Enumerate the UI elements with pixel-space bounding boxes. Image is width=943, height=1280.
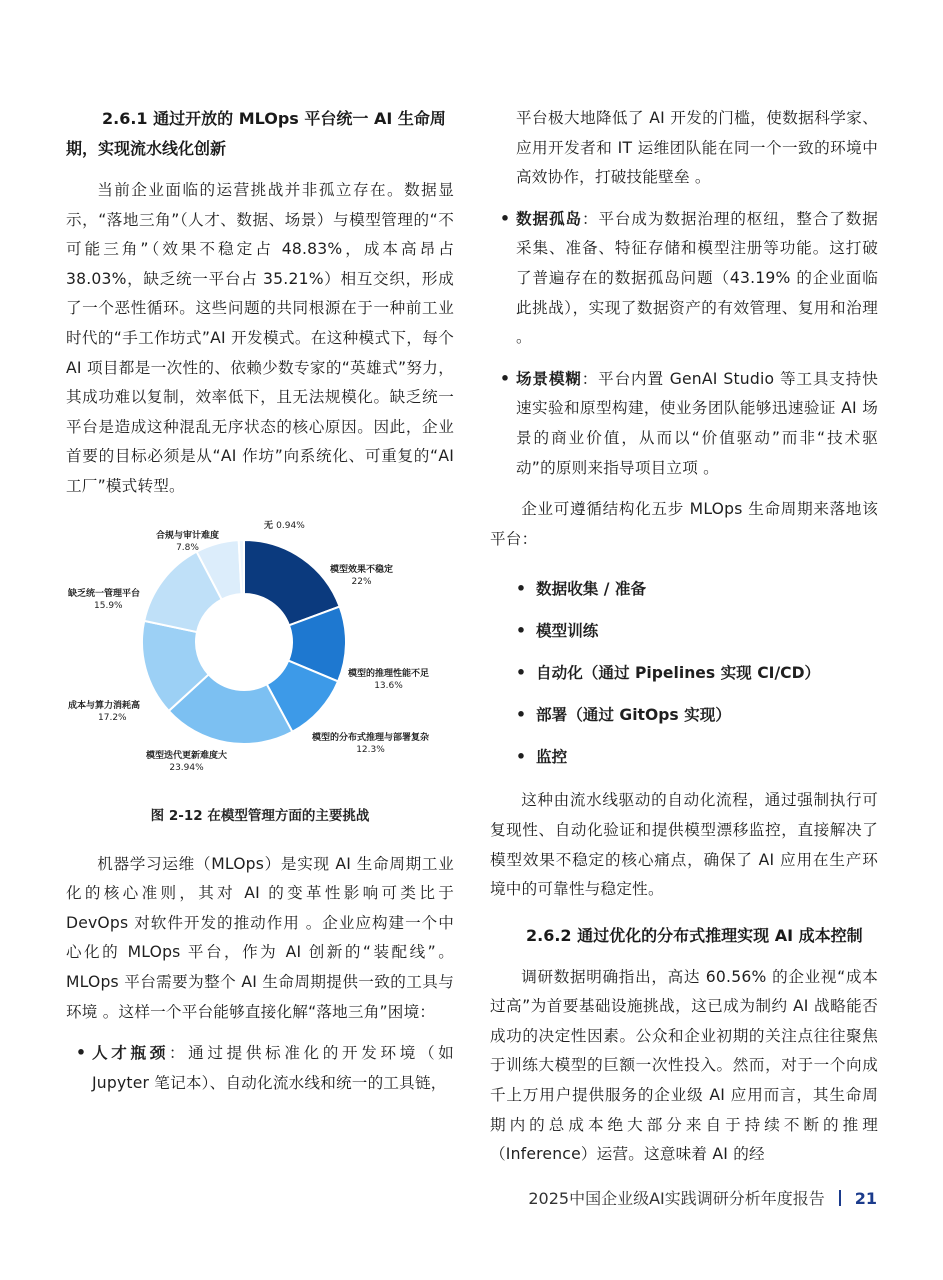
step-item [490, 694, 878, 736]
slice-label-text: 模型效果不稳定 [330, 564, 394, 575]
step-dot: • [516, 748, 526, 767]
slice-label-text: 缺乏统一管理平台 [68, 588, 141, 599]
step-item [490, 610, 878, 652]
bullet-title: 数据孤岛 [516, 209, 582, 228]
chart-label-cost [68, 700, 140, 724]
bullet-dot: • [76, 1044, 87, 1063]
slice-label-text: 成本与算力消耗高 [68, 700, 141, 711]
bullet-talent-bottleneck [66, 1039, 454, 1098]
bullet-text: ：平台成为数据治理的枢纽，整合了数据采集、准备、特征存储和模型注册等功能。这打破了普遍存在的数据孤岛问题（43.19% 的企业面临此挑战），实现了数据资产的有效管理、复用和治理 。 [516, 209, 878, 347]
bullet-title: 人才瓶颈 [92, 1044, 169, 1063]
slice-value-text: 17.2% [98, 712, 127, 723]
slice-value-text: 15.9% [94, 600, 123, 611]
step-dot: • [516, 622, 526, 641]
step-dot: • [516, 664, 526, 683]
step-dot: • [516, 580, 526, 599]
paragraph-cost-control: 调研数据明确指出，高达 60.56% 的企业视“成本过高”为首要基础设施挑战，这已成为制约 AI 战略能否成功的决定性因素。公众和企业初期的关注点往往聚焦于训练大模型的巨额一次性投入。然而，对于一个向成千上万用户提供服务的企业级 AI 应用而言，其生命周期内的总成本绝大部分来自于持续不断的推理（Inference）运营。这意味着 AI 的经 [490, 967, 878, 1164]
step-text: 监控 [536, 748, 568, 767]
slice-label-text: 模型迭代更新难度大 [146, 750, 228, 761]
donut-slices [142, 540, 346, 744]
slice-label-text: 模型的分布式推理与部署复杂 [312, 732, 430, 743]
chart-label-unstable [330, 564, 393, 588]
bullet-vague-scenarios [490, 365, 878, 483]
report-title: 2025中国企业级AI实践调研分析年度报告 [528, 1189, 825, 1208]
slice-value-text: 7.8% [176, 542, 199, 553]
bullet-dot: • [500, 209, 511, 228]
bullet-talent-continued [490, 104, 878, 193]
bullet-text: 平台极大地降低了 AI 开发的门槛，使数据科学家、应用开发者和 IT 运维团队能在同一个一致的环境中高效协作，打破技能壁垒 。 [516, 109, 878, 187]
section-heading-2-6-2: 2.6.2 通过优化的分布式推理实现 AI 成本控制 [526, 925, 863, 945]
chart-label-distributed [312, 732, 429, 756]
figure-caption: 图 2-12 在模型管理方面的主要挑战 [150, 807, 370, 824]
chart-label-compliance [156, 530, 219, 554]
bullet-text: ：平台内置 GenAI Studio 等工具支持快速实验和原型构建，使业务团队能够迅速验证 AI 场景的商业价值，从而以“价值驱动”而非“技术驱动”的原则来指导项目立项 。 [516, 369, 878, 477]
slice-label-text: 合规与审计难度 [156, 530, 220, 541]
paragraph-pipeline-automation: 这种由流水线驱动的自动化流程，通过强制执行可复现性、自动化验证和提供模型漂移监控，直接解决了模型效果不稳定的核心痛点，确保了 AI 应用在生产环境中的可靠性与稳定性。 [490, 791, 878, 899]
step-text: 自动化（通过 Pipelines 实现 CI/CD） [536, 664, 821, 683]
step-item [490, 736, 878, 778]
paragraph-operational-challenges: 当前企业面临的运营挑战并非孤立存在。数据显示，“落地三角”（人才、数据、场景）与模型管理的“不可能三角”（效果不稳定占 48.83%，成本高昂占 38.03%，缺乏统一平台占 35.21%）相互交织，形成了一个恶性循环。这些问题的共同根源在于一种前工业时代的“手工作坊式”AI 开发模式。在这种模式下，每个 AI 项目都是一次性的、依赖少数专家的“英雄式”努力，其成功难以复制，效率低下，且无法规模化。缺乏统一平台是造成这种混乱无序状态的核心原因。因此，企业首要的目标必须是从“AI 作坊”向系统化、可重复的“AI 工厂”模式转型。 [66, 181, 454, 495]
step-item [490, 568, 878, 610]
slice-value-text: 13.6% [374, 680, 403, 691]
mlops-steps-list [490, 568, 878, 778]
left-column [66, 104, 454, 1098]
slice-label-text: 无 [264, 520, 274, 531]
paragraph-mlops: 机器学习运维（MLOps）是实现 AI 生命周期工业化的核心准则，其对 AI 的变革性影响可类比于 DevOps 对软件开发的推动作用 。企业应构建一个中心化的 MLOps 平台，作为 AI 创新的“装配线”。MLOps 平台需要为整个 AI 生命周期提供一致的工具与环境 。这样一个平台能够直接化解“落地三角”困境： [66, 854, 454, 1021]
page-footer [528, 1186, 877, 1209]
chart-label-iteration [146, 750, 227, 774]
slice-label-text: 模型的推理性能不足 [348, 668, 430, 679]
step-text: 数据收集 / 准备 [536, 580, 647, 599]
donut-chart [66, 518, 454, 798]
slice-value-text: 0.94% [276, 520, 305, 531]
section-heading-2-6-1: 2.6.1 通过开放的 MLOps 平台统一 AI 生命周期，实现流水线化创新 [66, 109, 446, 158]
step-item [490, 652, 878, 694]
right-column [490, 104, 878, 1170]
bullet-text: ：通过提供标准化的开发环境（如 Jupyter 笔记本）、自动化流水线和统一的工具链， [92, 1044, 454, 1092]
donut-chart-svg [66, 518, 454, 798]
slice-value-text: 23.94% [169, 762, 204, 773]
step-text: 部署（通过 GitOps 实现） [536, 706, 731, 725]
slice-value-text: 12.3% [356, 744, 385, 755]
bullet-dot: • [500, 369, 511, 388]
page-number: 21 [854, 1189, 877, 1208]
bullet-title: 场景模糊 [516, 369, 582, 388]
chart-label-inference-perf [348, 668, 429, 692]
footer-divider [839, 1190, 841, 1206]
paragraph-five-steps: 企业可遵循结构化五步 MLOps 生命周期来落地该平台： [490, 500, 878, 548]
chart-label-no-platform [68, 588, 140, 612]
step-dot: • [516, 706, 526, 725]
slice-value-text: 22% [351, 576, 372, 587]
bullet-data-silos [490, 205, 878, 353]
chart-label-none [264, 520, 305, 532]
step-text: 模型训练 [536, 622, 599, 641]
